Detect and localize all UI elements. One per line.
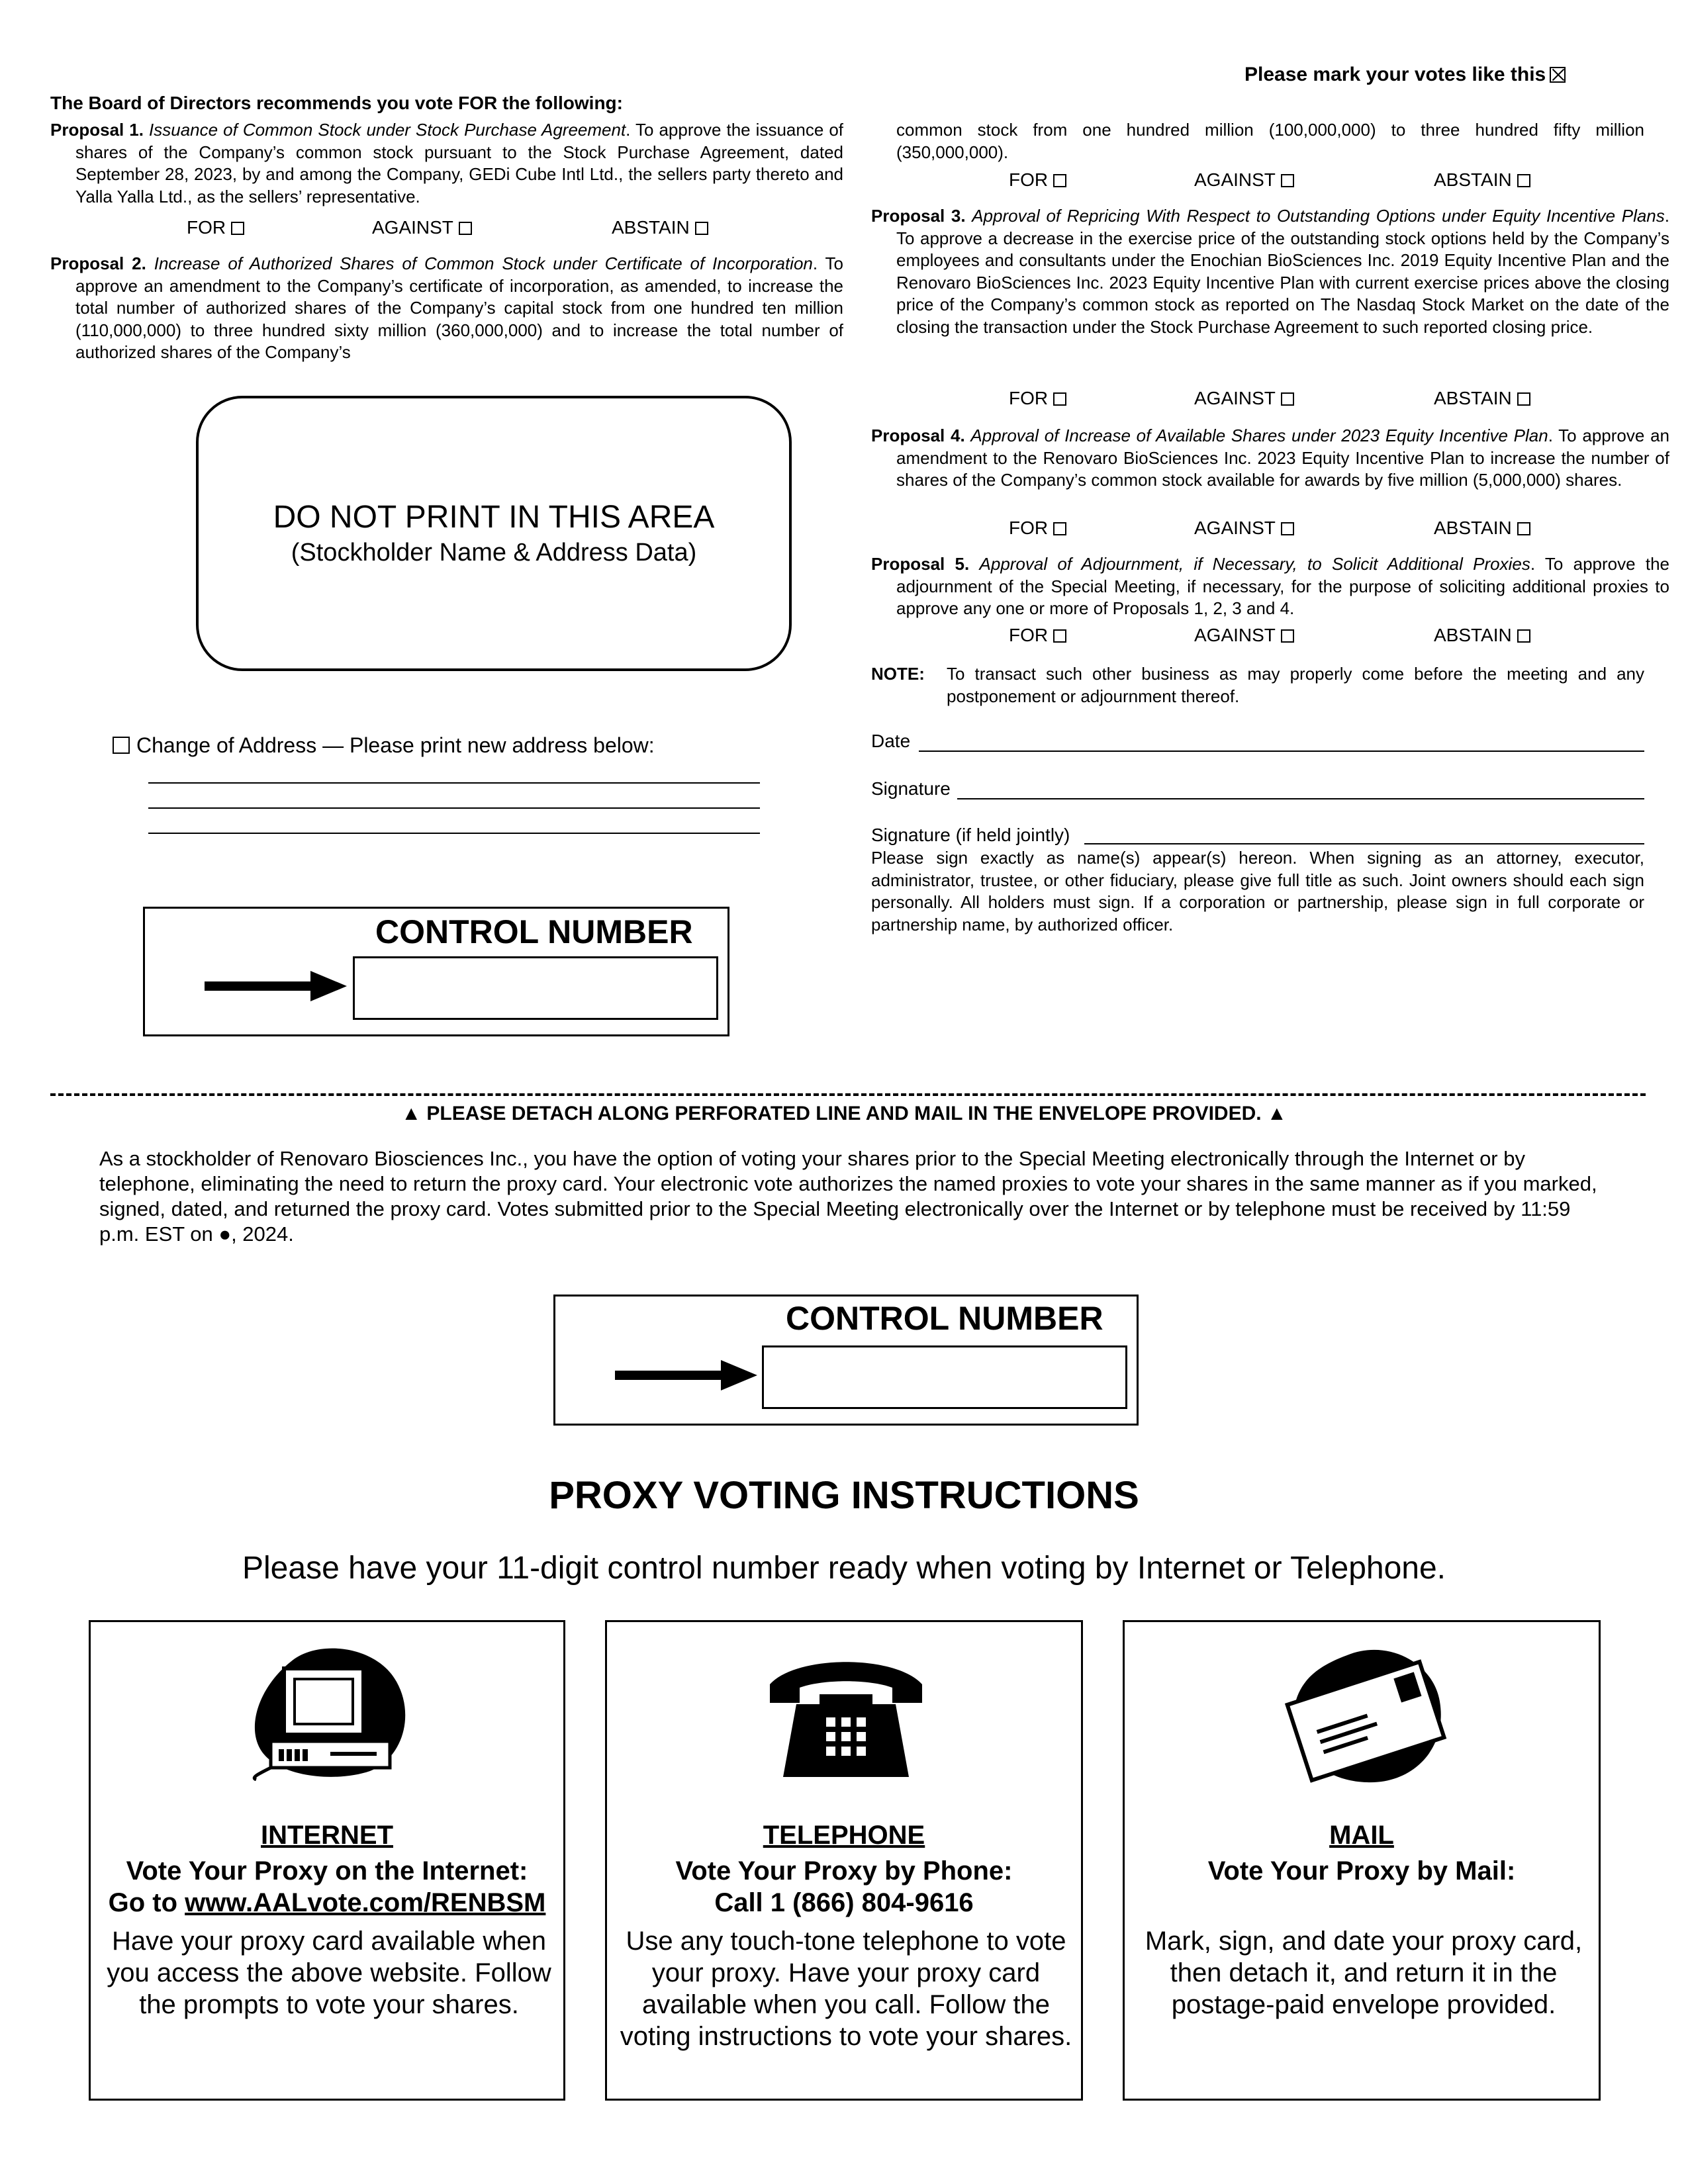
proposal-5-text: . To approve the adjournment of the Special Meeting, if necessary, for the purpose of soliciting additional proxies to approve any one or more of Proposals 1, 2, 3 and 4. [896, 554, 1669, 618]
proposal-3-for[interactable]: FOR [1009, 388, 1066, 409]
proposal-3-text: . To approve a decrease in the exercise price of the outstanding stock options held by the Company’s employees and consultants under the Enochian BioSciences Inc. 2019 Equity Incentive Plan and the Renovaro BioSciences Inc. 2023 Equity Incentive Plan with current exercise prices above the closing price of the Company’s common stock as reported on The Nasdaq Stock Market on the date of the closing the transaction under the Stock Purchase Agreement to such reported closing price. [896, 206, 1669, 337]
date-line[interactable] [919, 751, 1644, 752]
proposal-4-title: Approval of Increase of Available Shares under 2023 Equity Incentive Plan [970, 426, 1548, 445]
proposal-5-abstain[interactable]: ABSTAIN [1434, 625, 1530, 646]
mail-line-1: Vote Your Proxy by Mail: [1207, 1856, 1516, 1886]
arrow-right-icon [205, 967, 350, 1007]
control-number-box-top [143, 907, 729, 1036]
telephone-icon [757, 1651, 935, 1784]
control-number-box-bottom [553, 1295, 1139, 1426]
change-of-address-label: Change of Address — Please print new address below: [136, 733, 655, 757]
proposal-2-against[interactable]: AGAINST [1194, 169, 1294, 191]
internet-title: INTERNET [261, 1821, 393, 1850]
proposal-1-vote-row [0, 217, 821, 241]
up-triangle-icon: ▲ [1266, 1103, 1287, 1124]
address-line-1[interactable] [148, 782, 760, 784]
proposal-5 [871, 553, 1669, 620]
mail-title: MAIL [1329, 1821, 1394, 1850]
address-area-title: DO NOT PRINT IN THIS AREA [273, 500, 715, 535]
control-number-label-top: CONTROL NUMBER [375, 913, 693, 950]
instructions-subtitle: Please have your 11-digit control number ready when voting by Internet or Telephone. [242, 1551, 1446, 1586]
proposal-2-title: Increase of Authorized Shares of Common Stock under Certificate of Incorporation [154, 253, 813, 273]
proposal-3-label: Proposal 3. [871, 206, 966, 226]
up-triangle-icon: ▲ [401, 1103, 422, 1124]
checked-box-icon [1550, 67, 1566, 83]
note [871, 663, 1644, 707]
proposal-1-for[interactable]: FOR [187, 217, 244, 238]
control-number-field-bottom[interactable] [762, 1345, 1127, 1409]
proposal-3-abstain[interactable]: ABSTAIN [1434, 388, 1530, 409]
proposal-5-against[interactable]: AGAINST [1194, 625, 1294, 646]
telephone-title: TELEPHONE [763, 1821, 925, 1850]
proposal-3 [871, 205, 1669, 338]
proposal-4-vote-row [0, 518, 1688, 541]
proposal-4-for[interactable]: FOR [1009, 518, 1066, 539]
arrow-right-icon [615, 1356, 761, 1396]
proposal-5-label: Proposal 5. [871, 554, 970, 574]
proposal-4-text: . To approve an amendment to the Renovaro BioSciences Inc. 2023 Equity Incentive Plan to increase the number of shares of the Company’s common stock available for awards by five million (5,000,000) shares. [896, 426, 1669, 490]
proposal-3-title: Approval of Repricing With Respect to Outstanding Options under Equity Incentive Plans [972, 206, 1665, 226]
electronic-voting-text: As a stockholder of Renovaro Biosciences Inc., you have the option of voting your shares prior to the Special Meeting electronically through the Internet or by telephone, eliminating the need to return the proxy card. Your electronic vote authorizes the named proxies to vote your shares in the same manner as if you marked, signed, dated, and returned the proxy card. Votes submitted prior to the Special Meeting electronically over the Internet or by telephone must be received by 11:59 p.m. EST on ●, 2024. [99, 1147, 1597, 1246]
detach-instruction [0, 1103, 1688, 1125]
board-recommendation: The Board of Directors recommends you vote FOR the following: [50, 93, 623, 113]
change-of-address-checkbox[interactable] [113, 737, 130, 754]
proposal-1-label: Proposal 1. [50, 120, 144, 140]
internet-method-box [89, 1620, 565, 2101]
date-label: Date [871, 731, 911, 751]
proposal-1-title: Issuance of Common Stock under Stock Purchase Agreement [149, 120, 626, 140]
proposal-4-abstain[interactable]: ABSTAIN [1434, 518, 1530, 539]
telephone-line-1: Vote Your Proxy by Phone: [675, 1856, 1013, 1886]
proposal-2-abstain[interactable]: ABSTAIN [1434, 169, 1530, 191]
proposal-4 [871, 425, 1669, 492]
mark-votes-text: Please mark your votes like this [1244, 64, 1546, 85]
proposal-2-for[interactable]: FOR [1009, 169, 1066, 191]
proposal-3-vote-row [0, 388, 1688, 412]
proposal-5-for[interactable]: FOR [1009, 625, 1066, 646]
mail-method-box [1123, 1620, 1601, 2101]
proposal-2-vote-row [0, 169, 1688, 193]
computer-icon [244, 1642, 416, 1781]
mail-envelope-icon [1274, 1642, 1453, 1788]
telephone-method-box [605, 1620, 1083, 2101]
proposal-1-against[interactable]: AGAINST [372, 217, 472, 238]
address-line-3[interactable] [148, 833, 760, 834]
instructions-title: PROXY VOTING INSTRUCTIONS [549, 1474, 1139, 1517]
proposal-3-against[interactable]: AGAINST [1194, 388, 1294, 409]
detach-text: PLEASE DETACH ALONG PERFORATED LINE AND MAIL IN THE ENVELOPE PROVIDED. [426, 1103, 1262, 1124]
internet-go-to: Go to [108, 1888, 185, 1917]
proposal-1-text: . To approve the issuance of shares of the Company’s common stock pursuant to the Stock Purchase Agreement, dated September 28, 2023, by and among the Company, GEDi Cube Intl Ltd., the sellers party thereto and Yalla Yalla Ltd., as the sellers’ representative. [75, 120, 844, 206]
address-area-subtitle: (Stockholder Name & Address Data) [291, 539, 697, 567]
proposal-4-against[interactable]: AGAINST [1194, 518, 1294, 539]
internet-line-2 [91, 1887, 563, 1919]
proposal-2 [50, 253, 843, 364]
change-of-address[interactable] [113, 733, 655, 758]
proposal-2-continued: common stock from one hundred million (100,000,000) to three hundred fifty million (350,000,000). [896, 120, 1644, 162]
internet-line-1: Vote Your Proxy on the Internet: [126, 1856, 528, 1886]
signature-line[interactable] [957, 798, 1644, 799]
telephone-line-2: Call 1 (866) 804-9616 [714, 1888, 974, 1917]
mark-votes-instruction [1244, 64, 1566, 86]
control-number-field-top[interactable] [353, 956, 718, 1020]
internet-text: Have your proxy card available when you access the above website. Follow the prompts to vote your shares. [107, 1927, 551, 2019]
note-label: NOTE: [871, 664, 925, 684]
signature-joint-label: Signature (if held jointly) [871, 825, 1070, 845]
mail-text: Mark, sign, and date your proxy card, then detach it, and return it in the postage-paid envelope provided. [1145, 1927, 1583, 2019]
proposal-2-text: . To approve an amendment to the Company’s certificate of incorporation, as amended, to increase the total number of authorized shares of the Company’s capital stock from one hundred ten million (110,000,000) to three hundred sixty million (360,000,000) and to increase the total number of authorized shares of the Company’s [75, 253, 843, 362]
signature-label: Signature [871, 778, 951, 799]
signature-joint-line[interactable] [1084, 843, 1644, 844]
proposal-4-label: Proposal 4. [871, 426, 965, 445]
proposal-5-title: Approval of Adjournment, if Necessary, to Solicit Additional Proxies [979, 554, 1530, 574]
proposal-1-abstain[interactable]: ABSTAIN [612, 217, 708, 238]
telephone-text: Use any touch-tone telephone to vote your proxy. Have your proxy card available when you call. Follow the voting instructions to vote your shares. [620, 1927, 1072, 2051]
internet-url-link[interactable]: www.AALvote.com/RENBSM [185, 1888, 546, 1917]
perforated-line [50, 1093, 1646, 1096]
proposal-2-label: Proposal 2. [50, 253, 146, 273]
signing-instructions: Please sign exactly as name(s) appear(s) hereon. When signing as an attorney, executor, administrator, trustee, or other fiduciary, please give full title as such. Joint owners should each sign personally. All holders must sign. If a corporation or partnership, please sign in full corporate or partnership name, by authorized officer. [871, 848, 1644, 934]
address-line-2[interactable] [148, 807, 760, 809]
proposal-1 [50, 119, 843, 208]
note-text: To transact such other business as may properly come before the meeting and any postponement or adjournment thereof. [947, 664, 1644, 706]
proposal-5-vote-row [0, 625, 1688, 649]
control-number-label-bottom: CONTROL NUMBER [786, 1300, 1103, 1337]
